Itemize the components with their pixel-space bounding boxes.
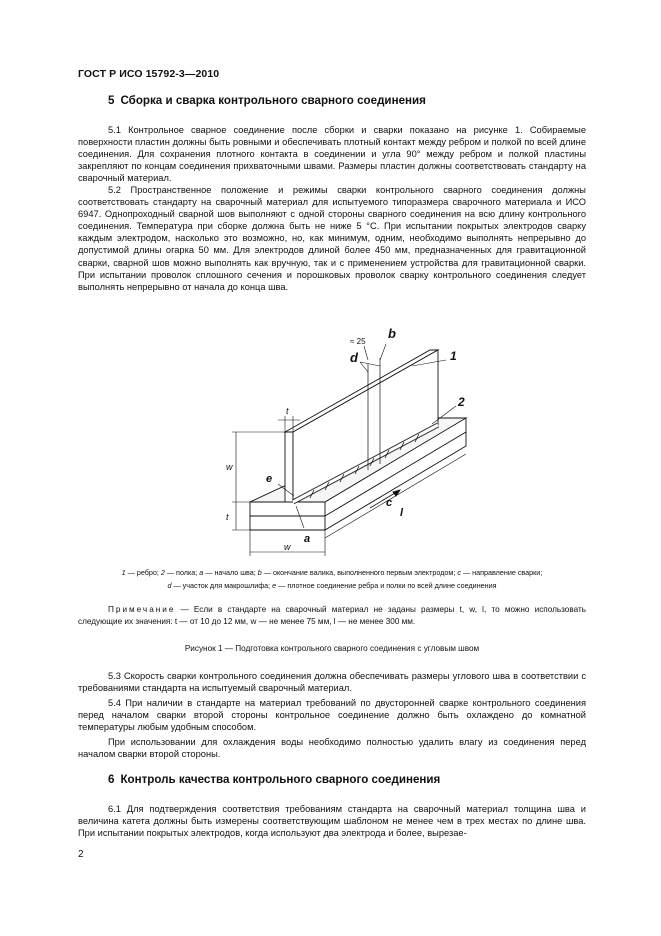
section-number: 6 — [108, 773, 115, 786]
legend-value: — полка; — [164, 568, 200, 577]
fig-label-e: e — [266, 473, 273, 485]
page-number: 2 — [78, 849, 84, 860]
figure-legend-line-1 — [78, 567, 586, 578]
fig-label-l: l — [400, 507, 404, 519]
fig-label-c: c — [386, 497, 393, 509]
legend-value: — ребро; — [125, 568, 161, 577]
legend-value: — начало шва; — [203, 568, 258, 577]
figure-legend-line-2 — [78, 580, 586, 591]
legend-key: 2 — [160, 568, 165, 577]
legend-key: b — [257, 568, 262, 577]
legend-key: a — [199, 568, 204, 577]
fig-label-approx25: ≈ 25 — [350, 337, 366, 346]
legend-value: — плотное соединение ребра и полки по всей длине соединения — [276, 581, 497, 590]
paragraph-5-4: 5.4 При наличии в стандарте на материал требований по двусторонней сварке контрольного соединения перед началом сварки второй стороны контрольное соединение должно быть охлаждено до комнатной температуры любым удобным способом. — [78, 698, 586, 733]
legend-value: — участок для макрошлифа; — [171, 581, 273, 590]
legend-key: c — [457, 568, 461, 577]
figure-note — [78, 604, 586, 628]
fig-label-d: d — [350, 350, 358, 365]
fig-label-t-top: t — [286, 406, 289, 416]
section-number: 5 — [108, 94, 115, 107]
fig-label-a: a — [304, 533, 311, 545]
figure-caption: Рисунок 1 — Подготовка контрольного сварного соединения с угловым швом — [184, 644, 480, 653]
legend-key: d — [167, 581, 172, 590]
fig-label-t-side: t — [226, 512, 229, 522]
legend-value: — окончание валика, выполненного первым электродом; — [261, 568, 458, 577]
fig-label-b: b — [388, 326, 396, 341]
paragraph-6-1: 6.1 Для подтверждения соответствия требованиям стандарта на сварочный материал толщина шва и величина катета должны быть измерены соответствующим шаблоном не менее чем в трех местах по длине шва. При испытании покрытых электродов, когда используют два электрода и более, вырезае- — [78, 804, 586, 839]
section-title: Контроль качества контрольного сварного соединения — [120, 773, 441, 786]
standard-header: ГОСТ Р ИСО 15792-3—2010 — [78, 68, 220, 80]
paragraph-5-2: 5.2 Пространственное положение и режимы сварки контрольного сварного соединения должны соответствовать стандарту на сварочный материал для испытуемого типоразмера сварочного материала и ИСО 6947. Однопроходный сварной шов выполняют с одной стороны сварного соединения на всю длину контрольного соединения. Температура при сборке должна быть не ниже 5 °С. При испытании покрытых электродов сварку каждым электродом, насколько это возможно, но, как минимум, одним, необходимо выполнять непрерывно до допустимой длины огарка 50 мм. Для электродов длиной более 450 мм, предназначенных для гравитационной сварки, сварной шов можно выполнять как вручную, так и с применением устройства для гравитационной сварки. При испытании проволок сплошного сечения и порошковых проволок сварку контрольного соединения следует выполнять непрерывно от начала до конца шва. — [78, 185, 586, 292]
fig-label-1: 1 — [450, 349, 457, 363]
paragraph-5-3: 5.3 Скорость сварки контрольного соединения должна обеспечивать размеры углового шва в соответствии с требованиями стандарта на испытуемый сварочный материал. — [78, 671, 586, 694]
note-text: — Если в стандарте на сварочный материал не заданы размеры t, w, l, то можно использовать следующие их значения: t — от 10 до 12 мм, w — не менее 75 мм, l — не менее 300 мм. — [78, 605, 586, 626]
note-label: Примечание — [108, 605, 176, 614]
fig-label-w-side: w — [226, 462, 233, 472]
legend-key: e — [272, 581, 277, 590]
fig-label-w-bottom: w — [284, 542, 291, 552]
paragraph-5-1: 5.1 Контрольное сварное соединение после сборки и сварки показано на рисунке 1. Собираемые поверхности пластин должны быть ровными и обеспечивать плотный контакт между ребром и полкой по всей длине соединения. Для сохранения плотного контакта в соединении и угла 90° между ребром и полкой пластины закрепляют по концам соединения прихваточными швами. Размеры пластин должны соответствовать стандарту на сварочный материал. — [78, 125, 586, 184]
section-title: Сборка и сварка контрольного сварного соединения — [120, 94, 426, 107]
legend-key: 1 — [121, 568, 126, 577]
section-6-heading — [108, 773, 440, 786]
figure-weld-joint — [200, 320, 480, 560]
section-5-heading — [108, 94, 426, 107]
paragraph-5-4-cooling: При использовании для охлаждения воды необходимо полностью удалить влагу из соединения перед началом сварки второй стороны. — [78, 737, 586, 760]
fig-label-2: 2 — [458, 395, 465, 409]
legend-value: — направление сварки; — [460, 568, 543, 577]
